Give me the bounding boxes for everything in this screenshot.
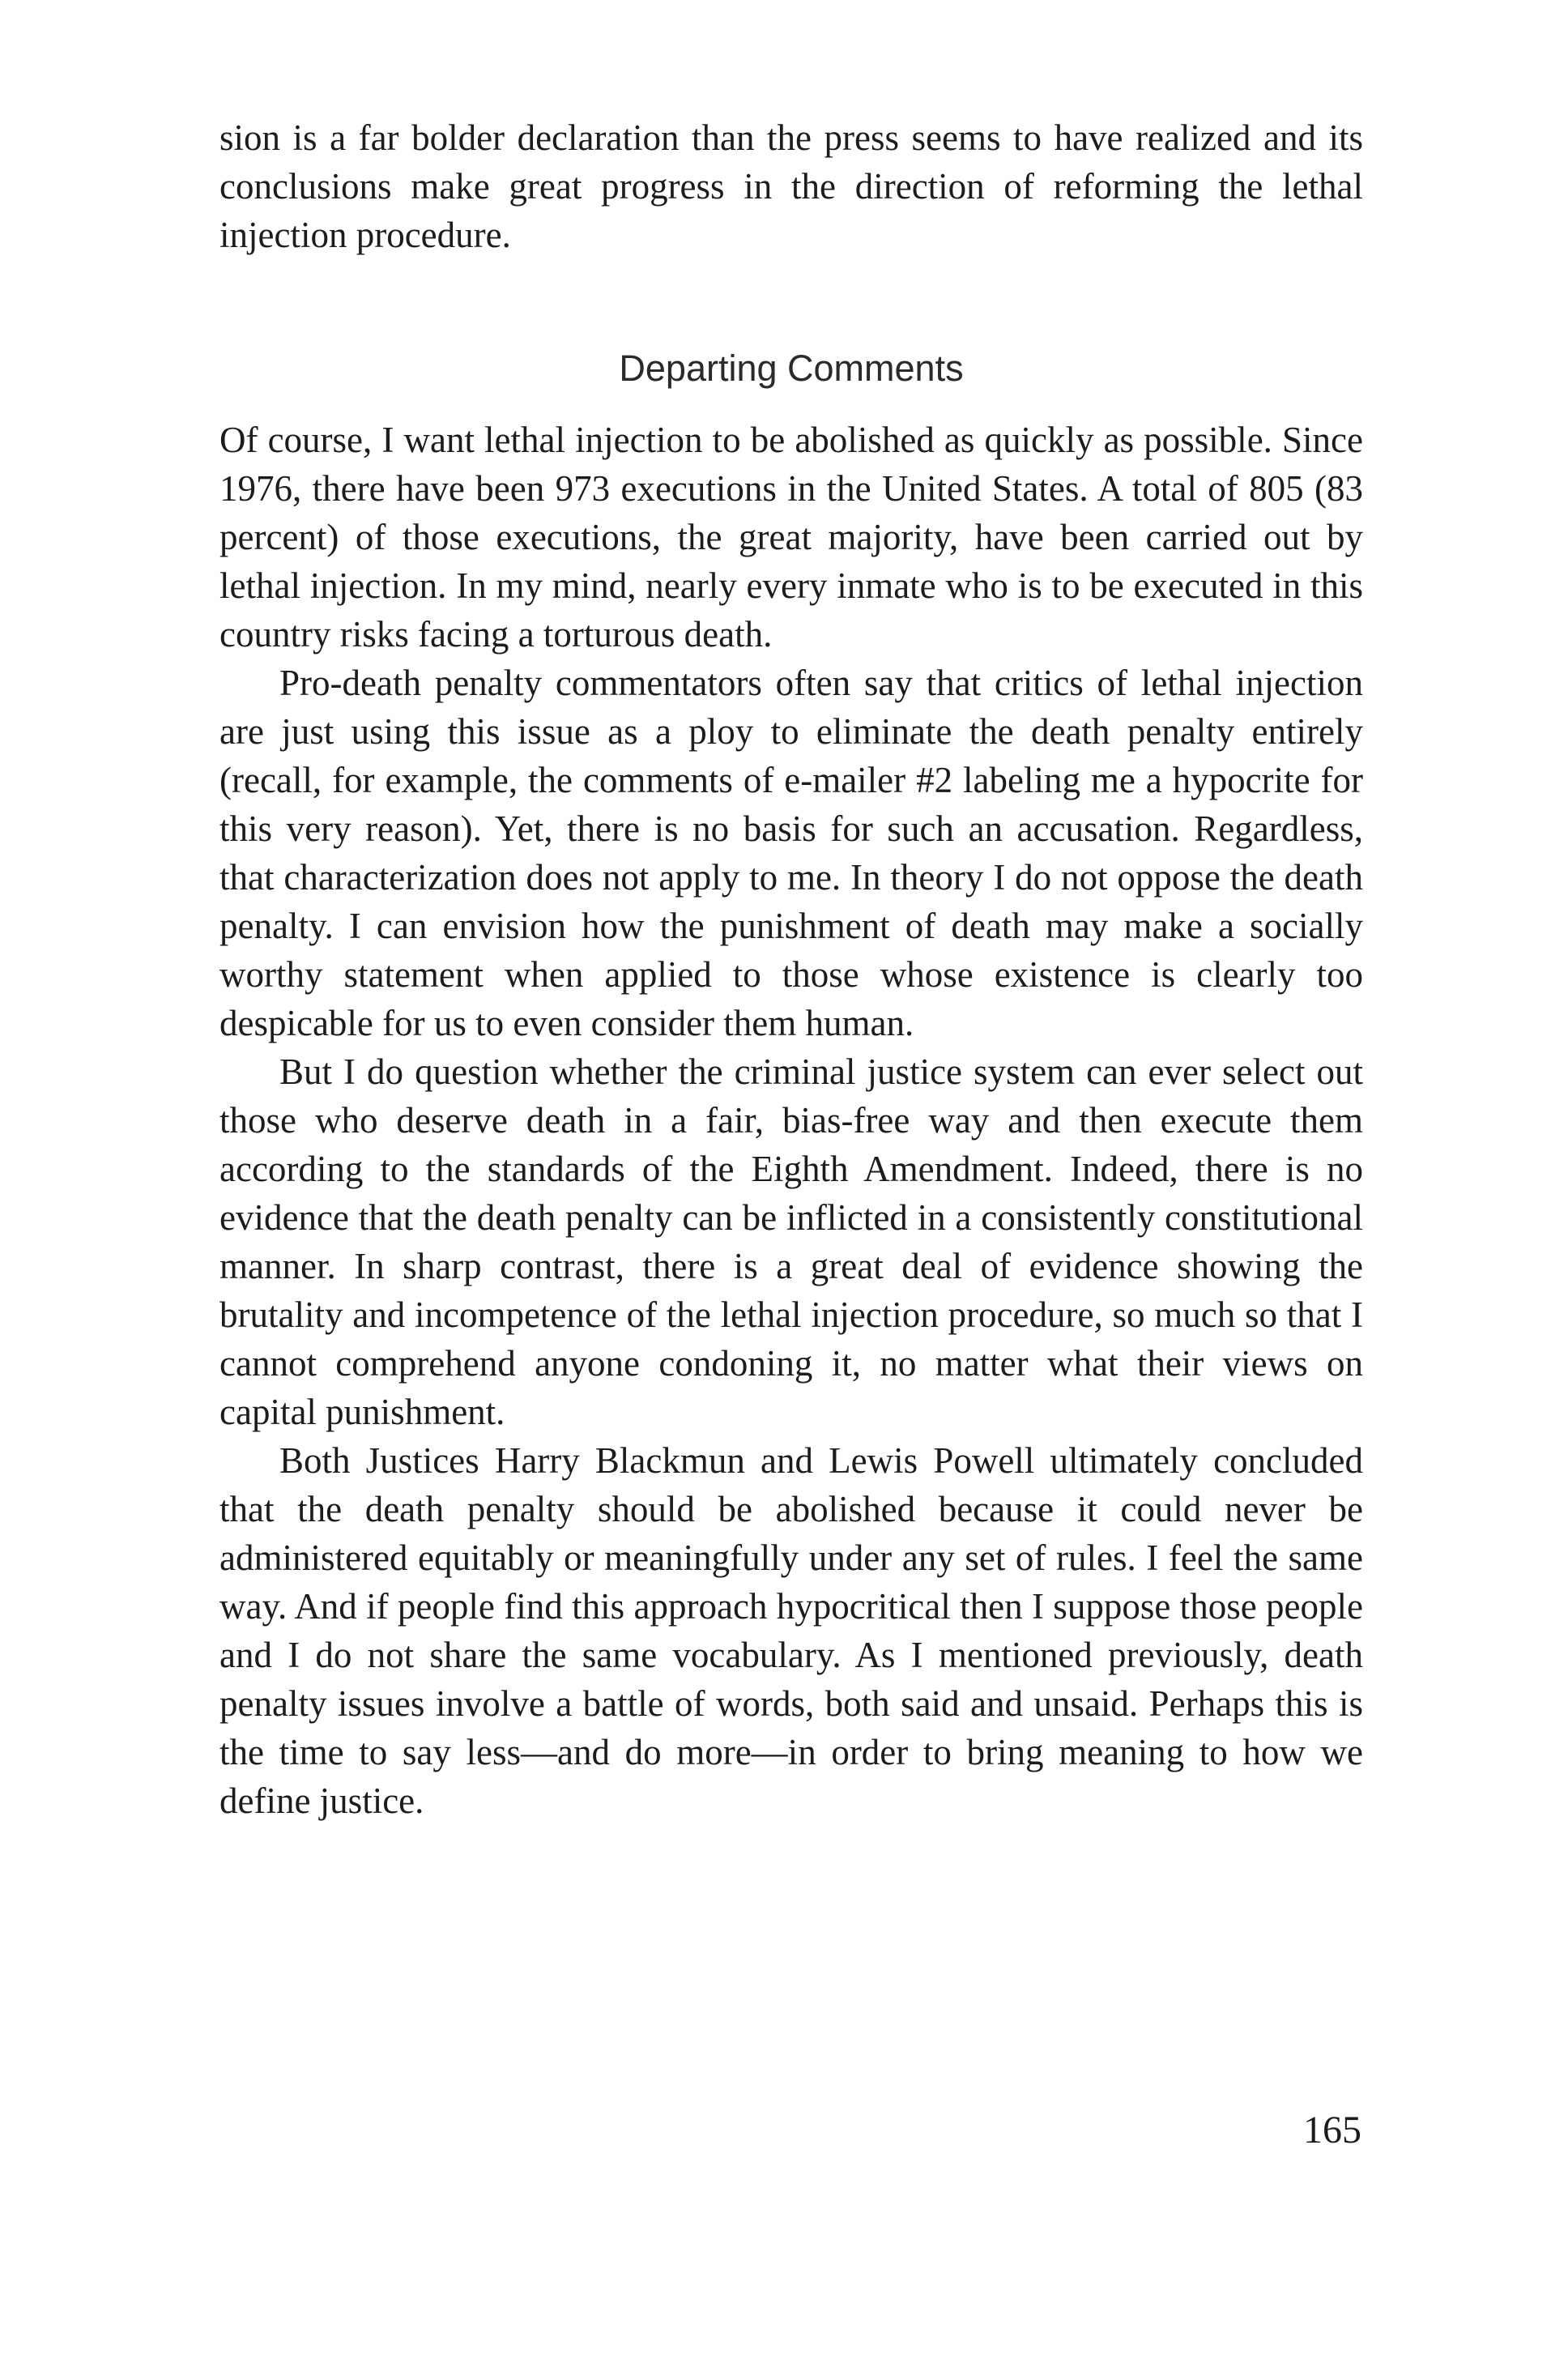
page-body xyxy=(219,113,1363,1825)
body-paragraph: Pro-death penalty commentators often say that critics of lethal injection are just using this issue as a ploy to eliminate the death penalty entirely (recall, for example, the comments of e-mailer #2 labeling me a hypocrite for this very reason). Yet, there is no basis for such an accusation. Regardless, that characterization does not apply to me. In theory I do not oppose the death penalty. I can envision how the punishment of death may make a socially worthy statement when applied to those whose existence is clearly too despicable for us to even consider them human. xyxy=(219,663,1363,1043)
body-paragraph: Of course, I want lethal injection to be abolished as quickly as possible. Since 1976, there have been 973 executions in the United States. A total of 805 (83 percent) of those executions, the great majority, have been carried out by lethal injection. In my mind, nearly every inmate who is to be executed in this country risks facing a torturous death. xyxy=(219,420,1363,655)
opening-paragraph: sion is a far bolder declaration than the press seems to have realized and its conclusions make great progress in the direction of reforming the lethal injection procedure. xyxy=(219,117,1363,255)
section-heading: Departing Comments xyxy=(619,348,964,389)
page-number: 165 xyxy=(1303,2109,1361,2152)
body-paragraph: Both Justices Harry Blackmun and Lewis Powell ultimately concluded that the death penalty should be abolished because it could never be administered equitably or meaningfully under any set of rules. I feel the same way. And if people find this approach hypocritical then I suppose those people and I do not share the same vocabulary. As I mentioned previously, death penalty issues involve a battle of words, both said and unsaid. Perhaps this is the time to say less—and do more—in order to bring meaning to how we define justice. xyxy=(219,1440,1363,1821)
body-paragraph: But I do question whether the criminal justice system can ever select out those who deserve death in a fair, bias-free way and then execute them according to the standards of the Eighth Amendment. Indeed, there is no evidence that the death penalty can be inflicted in a consistently constitutional manner. In sharp contrast, there is a great deal of evidence showing the brutality and incompetence of the lethal injection procedure, so much so that I cannot comprehend anyone condoning it, no matter what their views on capital punishment. xyxy=(219,1051,1363,1432)
